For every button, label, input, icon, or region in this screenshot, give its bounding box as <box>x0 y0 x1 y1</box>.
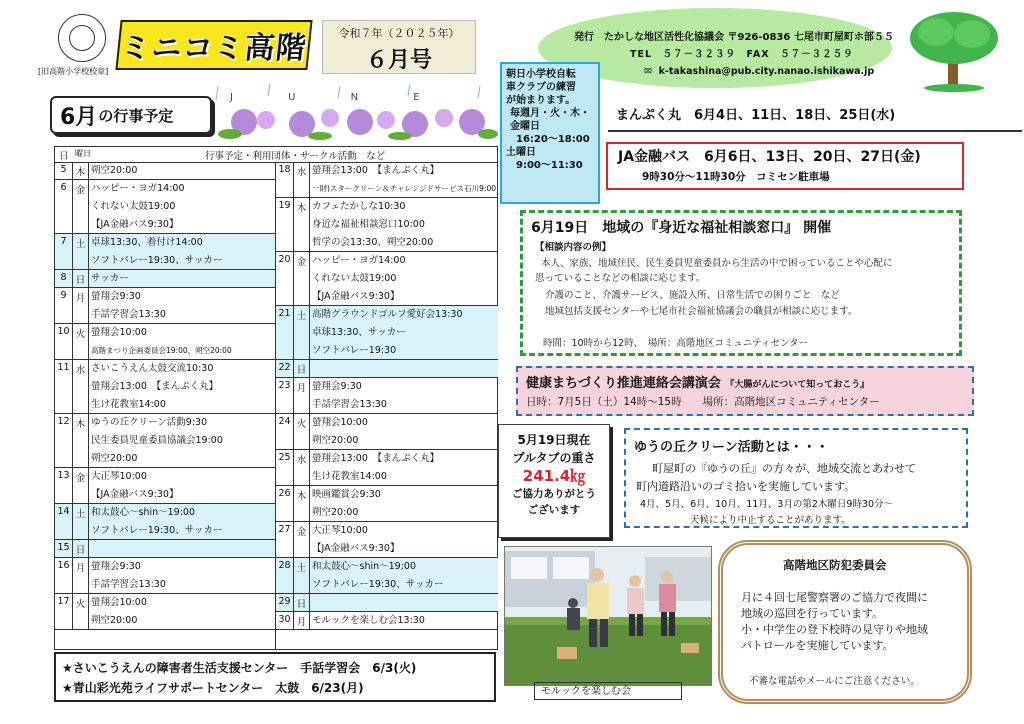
row-weekday: 水 <box>294 450 310 485</box>
row-weekday: 土 <box>294 558 310 593</box>
pulltab-thanks: ご協力ありがとう <box>512 488 596 500</box>
row-weekday: 木 <box>294 486 310 521</box>
health-title <box>526 372 869 391</box>
event-entry: 哲学の会13:30、朔空20:00 <box>312 237 434 248</box>
clean-line: 町屋町の『ゆうの丘』の方々が、地域交流とあわせて <box>652 462 916 475</box>
row-day: 13 <box>55 468 73 503</box>
row-day: 15 <box>55 540 73 557</box>
note-item: ★さいこうえんの障害者生活支援センター 手話学習会 6/3(火) <box>62 661 417 675</box>
consultation-line: 地域包括支援センターや七尾市社会福祉協議会の職員が相談に応じます。 <box>545 306 858 317</box>
row-day: 19 <box>276 198 294 251</box>
tree-icon <box>906 6 1002 92</box>
row-weekday: 木 <box>73 162 89 179</box>
photo-caption: モルックを楽しむ会 <box>534 682 682 700</box>
patrol-note: 不審な電話やメールにご注意ください。 <box>749 676 920 687</box>
issue-month: ６月号 <box>365 48 432 73</box>
consultation-title: 6月19日 地域の『身近な福祉相談窓口』 開催 <box>531 220 832 236</box>
event-entry: 【JA金融バス9:30】 <box>91 489 179 500</box>
table-row <box>276 522 498 558</box>
event-entry <box>312 360 496 378</box>
event-entry: モルックを楽しむ会13:30 <box>312 615 425 626</box>
health-lecture-box <box>516 366 974 416</box>
manpuku-schedule: まんぷく丸 6月4日、11日、18日、25日(水) <box>608 102 1022 132</box>
event-entry: 高階まつり企画委員会19:00、朔空20:00 <box>91 346 232 355</box>
event-entry: 生け花教室14:00 <box>312 471 387 482</box>
row-day: 20 <box>276 252 294 305</box>
consultation-box <box>520 210 962 356</box>
event-entry <box>312 594 496 612</box>
row-day: 8 <box>55 270 73 287</box>
row-events <box>91 594 273 630</box>
event-entry: ゆうの丘クリーン活動9:30 <box>91 417 208 428</box>
row-day: 14 <box>55 504 73 539</box>
row-weekday: 日 <box>294 594 310 611</box>
table-row <box>276 378 498 414</box>
event-entry: 朔空20:00 <box>312 507 359 518</box>
health-title-main: 健康まちづくり推進連絡会講演会 <box>526 376 721 391</box>
row-events <box>91 324 273 360</box>
event-entry: ハッピー・ヨガ14:00 <box>91 183 185 194</box>
row-weekday: 土 <box>294 306 310 359</box>
event-entry: くれない太鼓19:00 <box>312 273 397 284</box>
event-entry: 朔空20:00 <box>91 165 138 176</box>
bike-line: 毎週月・火・木・ <box>510 108 590 119</box>
patrol-line: 地域の巡回を行っています。 <box>741 607 884 620</box>
row-weekday: 土 <box>73 234 89 269</box>
event-entry: 螢翔会10:00 <box>91 597 147 608</box>
event-entry: 朔空20:00 <box>91 615 138 626</box>
event-entry: 螢翔会9:30 <box>91 561 141 572</box>
col-events: 行事予定・利用団体・サークル活動 など <box>205 151 386 162</box>
tel-fax: TEL ５７－３２３９ FAX ５７－３２５９ <box>630 49 854 60</box>
bike-line: が始まります。 <box>506 95 576 106</box>
row-events <box>91 234 273 270</box>
row-day: 17 <box>55 594 73 629</box>
row-day: 5 <box>55 162 73 179</box>
row-weekday: 日 <box>73 270 89 287</box>
row-events <box>312 594 496 612</box>
pulltab-box <box>498 424 610 538</box>
row-day: 6 <box>55 180 73 233</box>
clean-line: 町内道路沿いのゴミ拾いを実施しています。 <box>636 480 856 493</box>
event-entry: 生け花教室14:00 <box>91 399 166 410</box>
table-row <box>55 324 275 360</box>
table-row <box>276 252 498 306</box>
event-entry: 螢翔会10:00 <box>312 417 368 428</box>
row-day: 24 <box>276 414 294 449</box>
bike-line: 朝日小学校自転 <box>506 69 576 80</box>
event-entry: サッカー <box>91 273 129 284</box>
table-row <box>276 612 498 630</box>
bike-line: 車クラブの練習 <box>506 82 576 93</box>
row-events <box>91 540 273 558</box>
row-events <box>312 414 496 450</box>
row-day: 12 <box>55 414 73 467</box>
consultation-line: 介護のこと、介護サービス、施設入所、日常生活での困りごと など <box>545 290 840 301</box>
clean-activity-box <box>624 428 968 528</box>
table-row <box>276 450 498 486</box>
row-events <box>91 414 273 468</box>
table-row <box>276 486 498 522</box>
row-day: 10 <box>55 324 73 359</box>
consultation-subtitle: 【相談内容の例】 <box>535 242 612 253</box>
table-row <box>276 558 498 594</box>
row-weekday: 月 <box>294 378 310 413</box>
row-weekday: 水 <box>73 360 89 413</box>
event-entry: 卓球13:30、着付け14:00 <box>91 237 203 248</box>
row-events <box>312 450 496 486</box>
table-row <box>55 504 275 540</box>
event-entry: ソフトバレー19:30、サッカー <box>312 579 444 590</box>
row-events <box>312 378 496 414</box>
row-events <box>91 288 273 324</box>
event-entry: 螢翔会13:00 【まんぷく丸】 <box>312 165 440 176</box>
table-row <box>55 540 275 558</box>
event-entry: 螢翔会13:00 【まんぷく丸】 <box>312 453 440 464</box>
event-entry: 高階グラウンドゴルフ愛好会13:30 <box>312 309 463 320</box>
event-entry: 螢翔会10:00 <box>91 327 147 338</box>
row-events <box>312 198 496 252</box>
row-weekday: 火 <box>73 594 89 629</box>
event-entry: 卓球13:30、サッカー <box>312 327 406 338</box>
row-day: 16 <box>55 558 73 593</box>
event-entry: 身近な福祉相談窓口10:00 <box>312 219 425 230</box>
molkky-photo <box>504 546 712 686</box>
pulltab-weight: 241.4㎏ <box>522 467 586 485</box>
row-day: 9 <box>55 288 73 323</box>
row-events <box>312 522 496 558</box>
email-address[interactable]: k-takashina@pub.city.nanao.ishikawa.jp <box>658 66 875 77</box>
row-weekday: 火 <box>73 324 89 359</box>
row-day: 25 <box>276 450 294 485</box>
event-entry: 【JA金融バス9:30】 <box>312 291 400 302</box>
june-letters: J U N E <box>230 92 446 103</box>
row-day: 7 <box>55 234 73 269</box>
row-events <box>91 180 273 234</box>
row-weekday: 金 <box>294 252 310 305</box>
patrol-line: 月に４回七尾警察署のご協力で夜間に <box>741 591 928 604</box>
email-line[interactable] <box>644 66 874 77</box>
row-weekday: 金 <box>73 468 89 503</box>
consultation-line: 本人、家族、地域住民、民生委員児童委員から生活の中で困っていることや心配に <box>541 258 893 269</box>
note-item: ★青山彩光苑ライフサポートセンター 太鼓 6/23(月) <box>62 681 364 695</box>
row-weekday: 日 <box>294 360 310 377</box>
row-events <box>312 252 496 306</box>
patrol-title: 高階地区防犯委員会 <box>783 558 887 572</box>
row-events <box>91 360 273 414</box>
table-row <box>276 414 498 450</box>
table-row <box>55 558 275 594</box>
row-weekday: 日 <box>73 540 89 557</box>
newsletter-title <box>115 20 312 70</box>
newsletter-title-text: ミニコミ高階 <box>118 31 309 66</box>
row-day: 11 <box>55 360 73 413</box>
bike-line: 16:20～18:00 <box>516 134 590 145</box>
schedule-heading <box>50 96 212 134</box>
schedule-right-column <box>275 162 498 649</box>
clean-line: 4月、5月、6月、10月、11月、3月の第2木曜日9時30分～ <box>640 499 894 510</box>
event-entry: ソフトバレー19:30、サッカー <box>91 525 223 536</box>
table-row <box>276 306 498 360</box>
row-weekday: 火 <box>294 414 310 449</box>
school-caption: [旧高階小学校校章] <box>38 67 109 76</box>
consultation-line: 思っていることなどの相談に応じます。 <box>535 273 706 284</box>
school-emblem-icon <box>58 14 106 62</box>
event-entry: ソフトバレー19:30、サッカー <box>91 255 223 266</box>
row-events <box>91 270 273 288</box>
table-row <box>55 414 275 468</box>
event-entry: 大正琴10:00 <box>91 471 147 482</box>
event-entry: 螢翔会9:30 <box>91 291 141 302</box>
row-day: 28 <box>276 558 294 593</box>
row-events <box>312 360 496 378</box>
row-events <box>91 504 273 540</box>
row-day: 18 <box>276 162 294 197</box>
table-header <box>55 147 497 163</box>
row-day: 26 <box>276 486 294 521</box>
row-weekday: 月 <box>73 558 89 593</box>
table-row <box>55 594 275 630</box>
event-entry: 大正琴10:00 <box>312 525 368 536</box>
schedule-heading-text: の行事予定 <box>98 106 174 125</box>
event-entry: 朔空20:00 <box>91 453 138 464</box>
row-events <box>91 468 273 504</box>
issue-box <box>322 20 476 74</box>
bike-line: 9:00～11:30 <box>516 160 583 171</box>
row-events <box>312 612 496 630</box>
col-week: 曜日 <box>75 149 91 158</box>
table-row <box>276 162 498 198</box>
health-subtitle: 『大腸がんについて知っておこう』 <box>725 380 870 390</box>
table-row <box>276 360 498 378</box>
event-entry: 手話学習会13:30 <box>91 579 166 590</box>
crime-prevention-box <box>718 540 972 704</box>
row-weekday: 月 <box>294 612 310 629</box>
event-entry: 手話学習会13:30 <box>91 309 166 320</box>
row-day: 29 <box>276 594 294 611</box>
event-entry: 和太鼓心～shin～19:00 <box>312 561 417 572</box>
health-details: 日時：7月5日（土）14時～15時 場所：高階地区コミュニティセンター <box>526 396 880 408</box>
row-weekday: 木 <box>294 198 310 251</box>
schedule-table <box>54 146 498 650</box>
row-weekday: 金 <box>73 180 89 233</box>
pulltab-date: 5月19日現在 <box>517 433 591 447</box>
row-day: 30 <box>276 612 294 629</box>
row-events <box>312 306 496 360</box>
table-row <box>55 360 275 414</box>
issue-era: 令和７年（２０２５年） <box>338 27 460 40</box>
row-events <box>91 558 273 594</box>
event-entry: カフェたかしな10:30 <box>312 201 406 212</box>
bike-club-notice <box>500 62 600 204</box>
table-row <box>55 468 275 504</box>
row-events <box>91 162 273 180</box>
clean-title: ゆうの丘クリーン活動とは・・・ <box>634 440 829 455</box>
event-entry: 螢翔会9:30 <box>312 381 362 392</box>
publisher-line: 発行 たかしな地区活性化協議会 〒926-0836 七尾市町屋町ホ部５５ <box>574 32 894 43</box>
row-day: 27 <box>276 522 294 557</box>
bike-line: 土曜日 <box>506 147 536 158</box>
notes-box <box>54 652 496 702</box>
event-entry: 手話学習会13:30 <box>312 399 387 410</box>
event-entry: ハッピー・ヨガ14:00 <box>312 255 406 266</box>
row-weekday: 水 <box>294 162 310 197</box>
ja-bus-dates: JA金融バス 6月6日、13日、20日、27日(金) <box>618 149 921 165</box>
event-entry <box>91 540 273 558</box>
patrol-line: 小・中学生の登下校時の見守りや地域 <box>741 623 928 636</box>
row-day: 23 <box>276 378 294 413</box>
event-entry: 一財)スタークリーン＆チャレンジドサービス石川9:00 <box>312 184 496 193</box>
table-row <box>276 198 498 252</box>
event-entry: 民生委員児童委員協議会19:00 <box>91 435 223 446</box>
table-row <box>55 270 275 288</box>
row-events <box>312 558 496 594</box>
pulltab-thanks-2: ございます <box>527 504 581 516</box>
row-day: 21 <box>276 306 294 359</box>
event-entry: ソフトバレー19:30 <box>312 345 397 356</box>
row-weekday: 木 <box>73 414 89 467</box>
col-day: 日 <box>59 151 69 162</box>
bike-line: 金曜日 <box>510 121 540 132</box>
patrol-line: パトロールを実施しています。 <box>741 639 894 652</box>
event-entry: くれない太鼓19:00 <box>91 201 176 212</box>
event-entry: 朔空20:00 <box>312 435 359 446</box>
event-entry: 螢翔会13:00 【まんぷく丸】 <box>91 381 219 392</box>
table-row <box>55 234 275 270</box>
schedule-heading-month: 6月 <box>60 104 98 130</box>
ja-bus-box <box>606 142 964 190</box>
row-day: 22 <box>276 360 294 377</box>
event-entry: 和太鼓心～shin～19:00 <box>91 507 196 518</box>
event-entry: さいこうえん太鼓交流10:30 <box>91 363 214 374</box>
mail-icon: ✉ <box>644 66 652 77</box>
row-events <box>312 162 496 198</box>
event-entry: 【JA金融バス9:30】 <box>312 543 400 554</box>
row-weekday: 土 <box>73 504 89 539</box>
clean-line: 天候により中止することがあります。 <box>690 515 851 526</box>
ja-bus-time: 9時30分～11時30分 コミセン駐車場 <box>642 171 830 183</box>
event-entry: 映画鑑賞会9:30 <box>312 489 381 500</box>
table-row <box>276 594 498 612</box>
consultation-time-place: 時間：10時から12時、 場所：高階地区コミュニティセンター <box>543 338 809 349</box>
row-weekday: 月 <box>73 288 89 323</box>
table-row <box>55 180 275 234</box>
row-weekday: 金 <box>294 522 310 557</box>
table-row <box>55 162 275 180</box>
table-row <box>55 288 275 324</box>
row-events <box>312 486 496 522</box>
pulltab-label: プルタブの重さ <box>512 451 596 465</box>
hydrangea-illustration <box>210 82 500 140</box>
event-entry: 【JA金融バス9:30】 <box>91 219 179 230</box>
